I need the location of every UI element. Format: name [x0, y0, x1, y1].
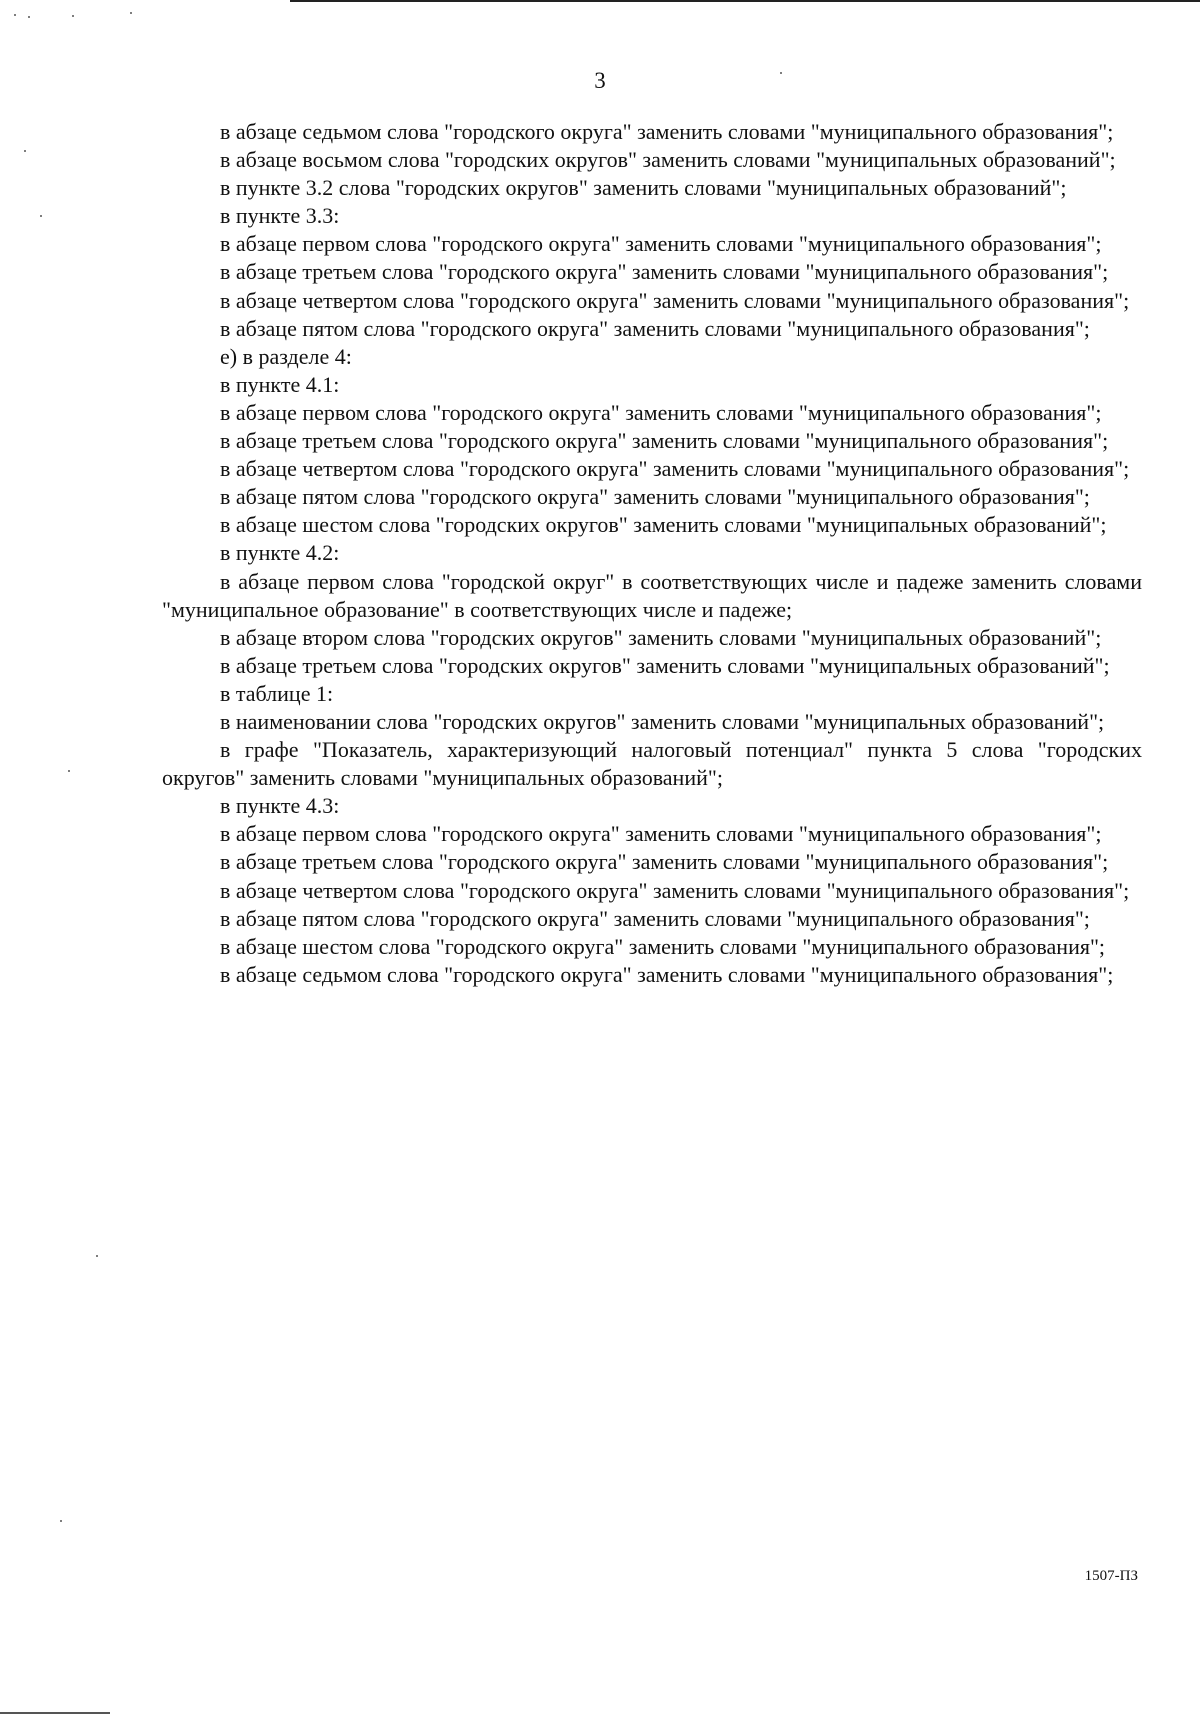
- scan-speck: [24, 150, 26, 152]
- paragraph: в абзаце шестом слова "городских округов" заменить словами "муниципальных образований";: [220, 512, 1107, 538]
- paragraph: в абзаце шестом слова "городского округа" заменить словами "муниципального образования";: [220, 933, 1106, 959]
- scan-speck: [72, 15, 74, 17]
- paragraph: в пункте 4.1:: [220, 371, 340, 397]
- document-code: 1507-ПЗ: [1084, 1568, 1138, 1584]
- paragraph: в пункте 4.2:: [220, 540, 340, 566]
- paragraph: в абзаце третьем слова "городского округа" заменить словами "муниципального образования";: [220, 259, 1109, 285]
- paragraph: в абзаце седьмом слова "городского округа" заменить словами "муниципального образования";: [220, 119, 1114, 144]
- scan-speck: [14, 14, 16, 16]
- paragraph: в абзаце четвертом слова "городского округа" заменить словами "муниципального образования";: [220, 877, 1130, 903]
- paragraph: в абзаце третьем слова "городских округов" заменить словами "муниципальных образований";: [220, 652, 1110, 678]
- paragraph: в абзаце пятом слова "городского округа" заменить словами "муниципального образования";: [220, 315, 1090, 341]
- paragraph: в абзаце седьмом слова "городского округа" заменить словами "муниципального образования";: [220, 961, 1114, 987]
- paragraph: е) в разделе 4:: [220, 343, 352, 369]
- paragraph: в абзаце третьем слова "городского округа" заменить словами "муниципального образования";: [220, 849, 1109, 875]
- scan-speck: [40, 215, 42, 217]
- scan-edge-bottom: [0, 1712, 110, 1714]
- paragraph: в пункте 3.2 слова "городских округов" заменить словами "муниципальных образований";: [220, 175, 1067, 201]
- scan-speck: [96, 1255, 98, 1257]
- paragraph: в графе "Показатель, характеризующий налоговый потенциал" пункта 5 слова "городских округов" заменить словами "муниципальных образований";: [162, 737, 1142, 791]
- paragraph: в абзаце третьем слова "городского округа" заменить словами "муниципального образования";: [220, 428, 1109, 454]
- page-number: 3: [594, 68, 606, 93]
- paragraph: в наименовании слова "городских округов" заменить словами "муниципальных образований";: [220, 708, 1105, 734]
- paragraph: в таблице 1:: [220, 680, 334, 706]
- paragraph: в абзаце четвертом слова "городского округа" заменить словами "муниципального образования";: [220, 287, 1130, 313]
- paragraph: в абзаце четвертом слова "городского округа" заменить словами "муниципального образования";: [220, 456, 1130, 482]
- paragraph: в пункте 4.3:: [220, 793, 340, 819]
- paragraph: в пункте 3.3:: [220, 203, 340, 229]
- paragraph: в абзаце пятом слова "городского округа" заменить словами "муниципального образования";: [220, 905, 1090, 931]
- scan-speck: [130, 12, 132, 14]
- scan-speck: [68, 770, 70, 772]
- paragraph: в абзаце первом слова "городского округа" заменить словами "муниципального образования";: [220, 821, 1102, 847]
- paragraph: в абзаце восьмом слова "городских округов" заменить словами "муниципальных образований";: [220, 147, 1116, 173]
- scan-edge-top: [290, 0, 1200, 2]
- document-body: [162, 118, 1142, 989]
- paragraph: в абзаце втором слова "городских округов" заменить словами "муниципальных образований";: [220, 624, 1102, 650]
- scan-speck: [28, 16, 30, 18]
- paragraph: в абзаце первом слова "городской округ" в соответствующих числе и падеже заменить словами "муниципальное образование" в соответствующих числе и падеже;: [162, 568, 1142, 622]
- paragraph: в абзаце первом слова "городского округа" заменить словами "муниципального образования";: [220, 399, 1102, 425]
- paragraph: в абзаце первом слова "городского округа" заменить словами "муниципального образования";: [220, 231, 1102, 257]
- scan-speck: [60, 1520, 62, 1522]
- paragraph: в абзаце пятом слова "городского округа" заменить словами "муниципального образования";: [220, 484, 1090, 510]
